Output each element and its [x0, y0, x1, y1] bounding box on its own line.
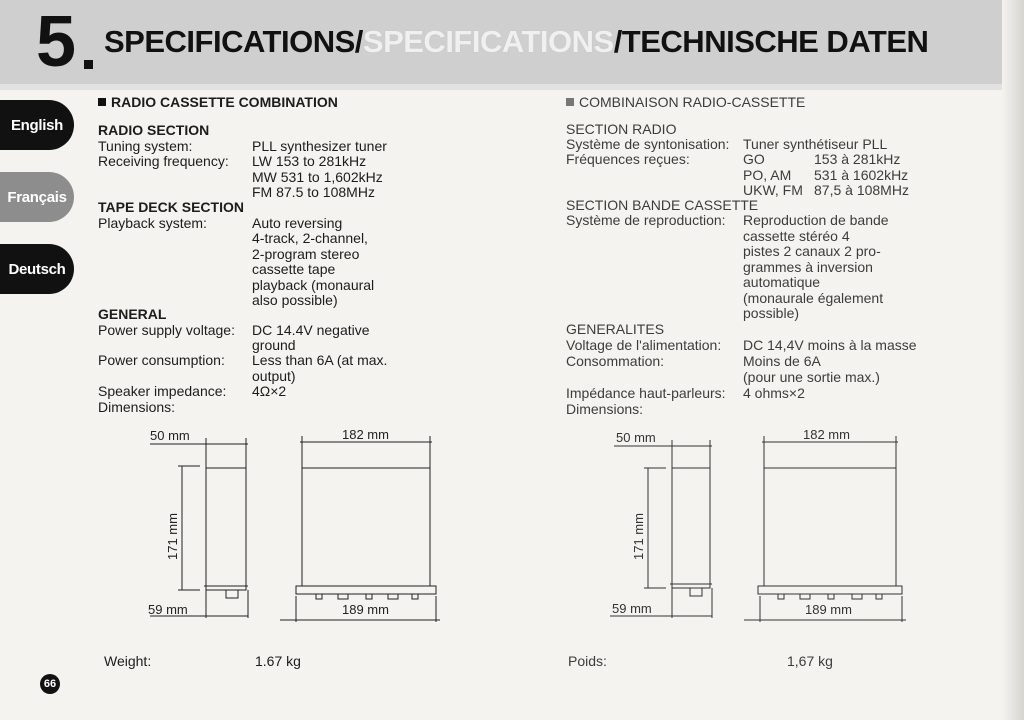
en-playback-line: 4-track, 2-channel, — [252, 230, 368, 246]
fr-tuning-label: Système de syntonisation: — [566, 136, 730, 152]
fr-speaker-label: Impédance haut-parleurs: — [566, 385, 726, 401]
tab-francais[interactable]: Français — [0, 172, 74, 222]
en-dim-width-top: 182 mm — [342, 427, 389, 442]
fr-power-consumption-value-2: (pour une sortie max.) — [743, 369, 880, 385]
fr-range-fm: 87,5 à 108MHz — [814, 182, 909, 198]
fr-dim-depth-top: 50 mm — [616, 430, 656, 445]
en-weight-label: Weight: — [104, 653, 152, 669]
fr-heading-text: COMBINAISON RADIO-CASSETTE — [579, 94, 806, 110]
page-title — [104, 24, 928, 60]
bullet-icon — [98, 98, 106, 106]
en-power-supply-value-2: ground — [252, 337, 296, 353]
en-front-base — [296, 586, 436, 594]
fr-dimension-diagram — [600, 422, 910, 630]
fr-general: GENERALITES — [566, 321, 665, 337]
title-english: SPECIFICATIONS/ — [104, 24, 363, 59]
fr-dim-height: 171 mm — [631, 513, 646, 560]
fr-band-po: PO, AM — [743, 167, 792, 183]
en-side-view — [206, 468, 246, 590]
en-power-supply-label: Power supply voltage: — [98, 322, 235, 338]
en-playback-line: Auto reversing — [252, 215, 343, 231]
page-number: 66 — [40, 674, 60, 694]
bullet-icon — [566, 98, 574, 106]
header-band-shadow — [0, 84, 1024, 90]
en-playback-line: 2-program stereo — [252, 246, 360, 262]
en-playback-label: Playback system: — [98, 215, 207, 231]
fr-speaker-value: 4 ohms×2 — [743, 385, 805, 401]
fr-band-go: GO — [743, 151, 765, 167]
fr-range-po: 531 à 1602kHz — [814, 167, 909, 183]
fr-band-fm: UKW, FM — [743, 182, 803, 198]
fr-playback-line: cassette stéréo 4 — [743, 228, 850, 244]
fr-heading — [566, 95, 805, 111]
chapter-number: 5 — [36, 2, 75, 82]
fr-power-supply-label: Voltage de l'alimentation: — [566, 337, 722, 353]
en-power-consumption-value: Less than 6A (at max. — [252, 352, 388, 368]
chapter-dot — [84, 60, 93, 69]
fr-playback-line: pistes 2 canaux 2 pro- — [743, 243, 881, 259]
en-front-view — [302, 468, 430, 586]
fr-playback-line: Reproduction de bande — [743, 212, 889, 228]
en-power-consumption-label: Power consumption: — [98, 352, 225, 368]
en-speaker-label: Speaker impedance: — [98, 383, 227, 399]
fr-weight-label: Poids: — [568, 653, 607, 669]
en-receiving-label: Receiving frequency: — [98, 153, 229, 169]
en-dim-depth-bottom: 59 mm — [148, 602, 188, 617]
en-receiving-fm: FM 87.5 to 108MHz — [252, 184, 375, 200]
fr-weight-value: 1,67 kg — [787, 653, 833, 669]
en-tuning-value: PLL synthesizer tuner — [252, 138, 387, 154]
en-playback-line: cassette tape — [252, 261, 336, 277]
en-dimensions-label: Dimensions: — [98, 399, 176, 415]
en-radio-section: RADIO SECTION — [98, 122, 210, 138]
en-power-supply-value: DC 14.4V negative — [252, 322, 370, 338]
fr-playback-label: Système de reproduction: — [566, 212, 726, 228]
title-french: SPECIFICATIONS — [362, 24, 614, 59]
en-tuning-label: Tuning system: — [98, 138, 193, 154]
fr-playback-line: automatique — [743, 274, 821, 290]
en-receiving-lw: LW 153 to 281kHz — [252, 153, 367, 169]
en-heading-text: RADIO CASSETTE COMBINATION — [111, 94, 338, 110]
tab-english[interactable]: English — [0, 100, 74, 150]
en-tape-section: TAPE DECK SECTION — [98, 199, 244, 215]
fr-range-go: 153 à 281kHz — [814, 151, 901, 167]
fr-radio-section: SECTION RADIO — [566, 121, 677, 137]
en-weight-value: 1.67 kg — [255, 653, 301, 669]
fr-playback-line: possible) — [743, 305, 800, 321]
en-power-consumption-value-2: output) — [252, 368, 296, 384]
en-dimension-diagram — [130, 420, 460, 630]
fr-tape-section: SECTION BANDE CASSETTE — [566, 197, 759, 213]
page-edge-shadow — [1002, 0, 1024, 720]
fr-dimensions-label: Dimensions: — [566, 401, 644, 417]
fr-dim-width-top: 182 mm — [803, 427, 850, 442]
fr-playback-line: (monaurale également — [743, 290, 884, 306]
en-receiving-mw: MW 531 to 1,602kHz — [252, 169, 383, 185]
fr-dim-depth-bottom: 59 mm — [612, 601, 652, 616]
en-dim-height: 171 mm — [165, 513, 180, 560]
en-playback-line: also possible) — [252, 292, 338, 308]
fr-playback-line: grammes à inversion — [743, 259, 873, 275]
en-speaker-value: 4Ω×2 — [252, 383, 287, 399]
title-german: /TECHNISCHE DATEN — [613, 24, 929, 59]
en-dim-depth-top: 50 mm — [150, 428, 190, 443]
en-heading — [98, 95, 338, 111]
en-dim-width-bottom: 189 mm — [342, 602, 389, 617]
fr-power-consumption-label: Consommation: — [566, 353, 665, 369]
fr-tuning-value: Tuner synthétiseur PLL — [743, 136, 888, 152]
fr-front-base — [758, 586, 902, 594]
tab-deutsch[interactable]: Deutsch — [0, 244, 74, 294]
fr-front-view — [764, 468, 896, 586]
fr-side-view — [672, 468, 710, 588]
en-general: GENERAL — [98, 306, 167, 322]
fr-power-supply-value: DC 14,4V moins à la masse — [743, 337, 917, 353]
fr-power-consumption-value: Moins de 6A — [743, 353, 821, 369]
en-playback-line: playback (monaural — [252, 277, 375, 293]
fr-receiving-label: Fréquences reçues: — [566, 151, 690, 167]
fr-dim-width-bottom: 189 mm — [805, 602, 852, 617]
